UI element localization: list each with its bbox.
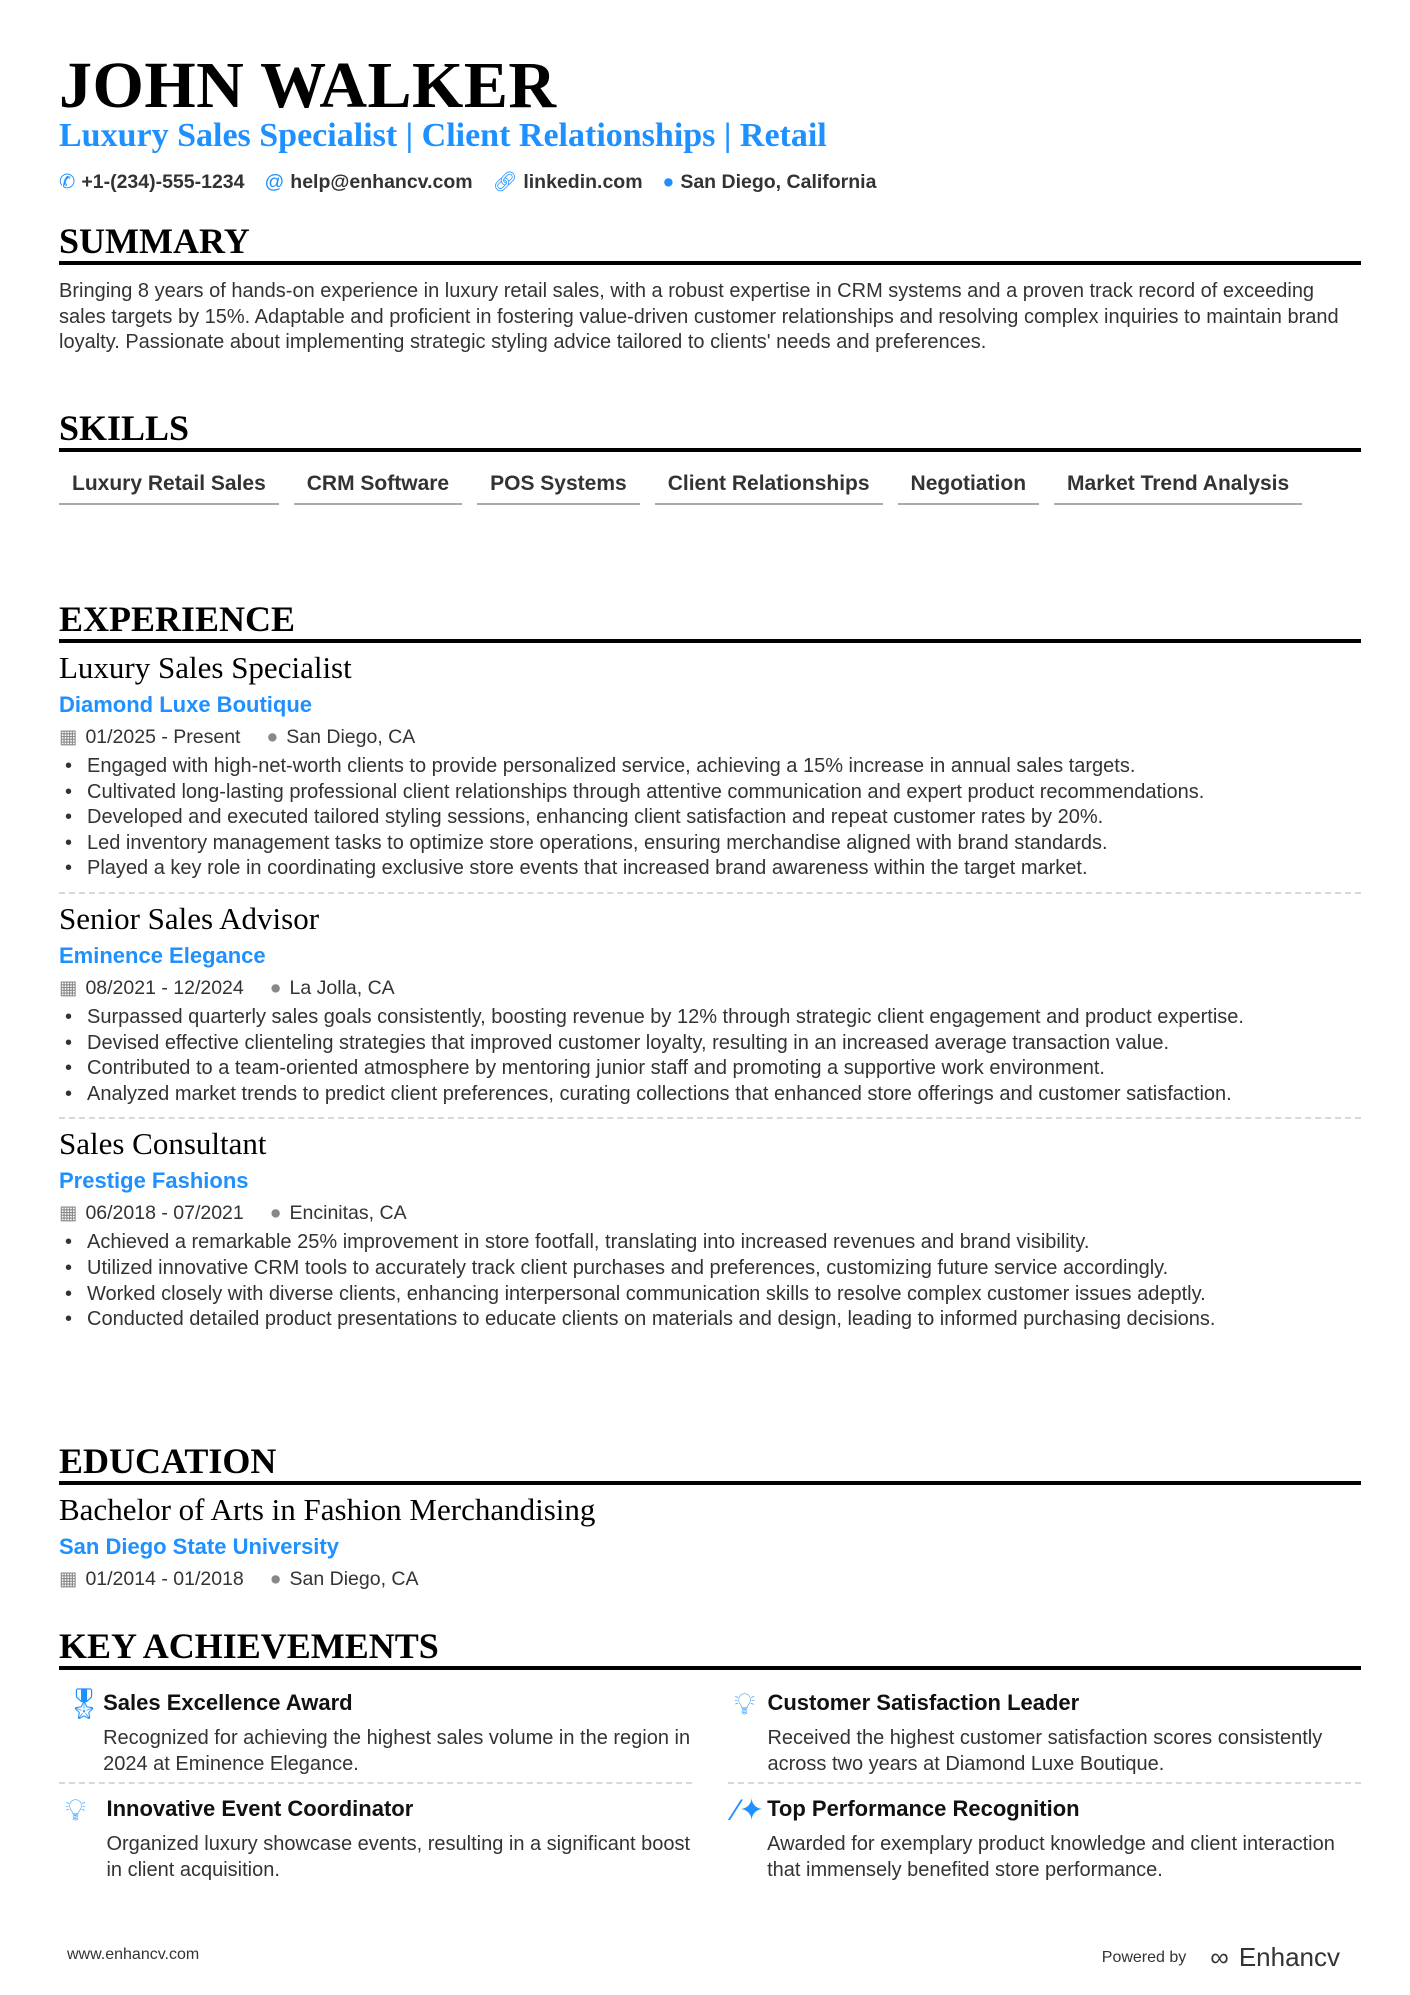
calendar-icon: ▦ bbox=[59, 976, 78, 999]
contact-email[interactable] bbox=[265, 170, 473, 194]
job-dates: 01/2025 - Present bbox=[85, 726, 241, 748]
achievement-title: Innovative Event Coordinator bbox=[106, 1796, 414, 1821]
lightbulb-icon: 💡︎ bbox=[65, 1794, 86, 1827]
experience-section bbox=[59, 599, 1361, 1333]
summary-section bbox=[59, 221, 1361, 356]
job-title: Senior Sales Advisor bbox=[59, 900, 320, 936]
job-entry bbox=[59, 1125, 1361, 1332]
candidate-title: Luxury Sales Specialist | Client Relationships | Retail bbox=[59, 117, 827, 154]
at-icon: @ bbox=[264, 171, 285, 193]
footer-website[interactable]: www.enhancv.com bbox=[67, 1946, 200, 1963]
calendar-icon: ▦ bbox=[59, 726, 78, 748]
bullet: • Developed and executed tailored styling sessions, enhancing client satisfaction and repeat customer rates by 20%. bbox=[59, 805, 1361, 831]
location-icon: ● bbox=[269, 1202, 282, 1225]
job-dates: 08/2021 - 12/2024 bbox=[85, 976, 244, 999]
skill-chip: CRM Software bbox=[294, 465, 462, 505]
section-heading: KEY ACHIEVEMENTS bbox=[59, 1626, 1361, 1670]
achievement-item bbox=[728, 1784, 1361, 1890]
linkedin-text: linkedin.com bbox=[523, 171, 643, 193]
bullet: • Surpassed quarterly sales goals consistently, boosting revenue by 12% through strategic client engagement and product expertise. bbox=[59, 1005, 1361, 1031]
achievements-section bbox=[59, 1626, 1361, 1890]
section-heading: SUMMARY bbox=[59, 221, 1361, 265]
location-text: San Diego, California bbox=[680, 171, 877, 193]
company-name: Diamond Luxe Boutique bbox=[59, 692, 312, 717]
skill-chip: Negotiation bbox=[898, 465, 1040, 505]
achievement-item bbox=[59, 1678, 692, 1784]
divider bbox=[59, 892, 1361, 894]
link-icon: 🔗︎ bbox=[492, 171, 518, 193]
location-icon: ● bbox=[269, 976, 282, 999]
job-entry bbox=[59, 900, 1361, 1119]
enhancv-logo[interactable] bbox=[1210, 1942, 1340, 1973]
email-text: help@enhancv.com bbox=[290, 171, 473, 193]
divider bbox=[59, 1117, 1361, 1119]
bullet: • Led inventory management tasks to optimize store operations, ensuring merchandise aligned with brand standards. bbox=[59, 831, 1361, 857]
section-heading: EXPERIENCE bbox=[59, 599, 1361, 643]
location-icon: ● bbox=[269, 1568, 282, 1590]
job-location: La Jolla, CA bbox=[289, 976, 395, 999]
enhancv-logo-icon: ∞ bbox=[1210, 1942, 1229, 1972]
bullet: • Contributed to a team-oriented atmosphere by mentoring junior staff and promoting a supportive work environment. bbox=[59, 1056, 1361, 1082]
company-name: Eminence Elegance bbox=[59, 942, 266, 968]
company-name: Prestige Fashions bbox=[59, 1168, 249, 1194]
contact-info bbox=[59, 170, 876, 194]
summary-text: Bringing 8 years of hands-on experience in luxury retail sales, with a robust expertise in CRM systems and a proven track record of exceeding sales targets by 15%. Adaptable and proficient in fostering value-driven customer relationships and resolving complex inquiries to maintain brand loyalty. Passionate about implementing strategic styling advice tailored to clients' needs and preferences. bbox=[59, 280, 1339, 354]
bullet: • Devised effective clienteling strategies that improved customer loyalty, resulting in an increased average transaction value. bbox=[59, 1031, 1361, 1057]
phone-text: +1-(234)-555-1234 bbox=[81, 171, 245, 193]
skill-chip: Luxury Retail Sales bbox=[59, 465, 279, 505]
bullet: • Analyzed market trends to predict client preferences, curating collections that enhanced store offerings and customer satisfaction. bbox=[59, 1082, 1361, 1108]
achievement-item bbox=[728, 1678, 1361, 1784]
education-section bbox=[59, 1441, 1361, 1592]
section-heading: SKILLS bbox=[59, 408, 1361, 452]
bullet: • Achieved a remarkable 25% improvement in store footfall, translating into increased revenues and brand visibility. bbox=[59, 1230, 1361, 1256]
job-location: Encinitas, CA bbox=[289, 1202, 407, 1225]
location-icon: ● bbox=[266, 726, 279, 748]
degree: Bachelor of Arts in Fashion Merchandising bbox=[59, 1492, 596, 1527]
achievement-title: Customer Satisfaction Leader bbox=[767, 1690, 1080, 1715]
skills-section bbox=[59, 408, 1361, 505]
achievement-title: Sales Excellence Award bbox=[103, 1690, 353, 1715]
location-icon: ● bbox=[662, 171, 675, 193]
lightbulb-icon: 💡︎ bbox=[734, 1688, 755, 1721]
bullet: • Conducted detailed product presentations to educate clients on materials and design, leading to informed purchasing decisions. bbox=[59, 1307, 1361, 1333]
bullet: • Cultivated long-lasting professional client relationships through attentive communication and expert product recommendations. bbox=[59, 780, 1361, 806]
achievement-text: Recognized for achieving the highest sales volume in the region in 2024 at Eminence Elegance. bbox=[103, 1727, 691, 1775]
achievement-item bbox=[59, 1784, 692, 1890]
candidate-name: JOHN WALKER bbox=[59, 49, 557, 122]
edu-dates: 01/2014 - 01/2018 bbox=[85, 1568, 244, 1590]
school-name: San Diego State University bbox=[59, 1534, 339, 1559]
bullet: • Played a key role in coordinating exclusive store events that increased brand awareness within the target market. bbox=[59, 856, 1361, 882]
skill-chip: POS Systems bbox=[477, 465, 640, 505]
calendar-icon: ▦ bbox=[59, 1202, 78, 1225]
section-heading: EDUCATION bbox=[59, 1441, 1361, 1485]
award-ribbon-icon: 🎖︎ bbox=[65, 1688, 104, 1721]
brand-name: Enhancv bbox=[1238, 1942, 1340, 1972]
achievement-text: Awarded for exemplary product knowledge and client interaction that immensely benefited store performance. bbox=[767, 1833, 1335, 1881]
achievement-text: Received the highest customer satisfaction scores consistently across two years at Diamond Luxe Boutique. bbox=[767, 1727, 1323, 1775]
skill-chip: Client Relationships bbox=[655, 465, 883, 505]
calendar-icon: ▦ bbox=[59, 1568, 78, 1590]
phone-icon: ✆ bbox=[59, 171, 76, 193]
job-location: San Diego, CA bbox=[286, 726, 416, 748]
powered-by-label: Powered by bbox=[1101, 1948, 1187, 1966]
edu-location: San Diego, CA bbox=[289, 1568, 419, 1590]
job-title: Luxury Sales Specialist bbox=[59, 650, 352, 685]
achievement-title: Top Performance Recognition bbox=[767, 1796, 1080, 1821]
job-title: Sales Consultant bbox=[59, 1126, 267, 1162]
contact-phone[interactable] bbox=[59, 170, 245, 194]
bullet: • Utilized innovative CRM tools to accurately track client purchases and preferences, customizing future service accordingly. bbox=[59, 1256, 1361, 1282]
job-entry bbox=[59, 649, 1361, 894]
achievement-text: Organized luxury showcase events, resulting in a significant boost in client acquisition. bbox=[106, 1833, 691, 1881]
bullet: • Worked closely with diverse clients, enhancing interpersonal communication skills to resolve complex customer issues adeptly. bbox=[59, 1282, 1361, 1308]
powered-by bbox=[1102, 1942, 1340, 1973]
bullet: • Engaged with high-net-worth clients to provide personalized service, achieving a 15% increase in annual sales targets. bbox=[59, 754, 1361, 780]
magic-wand-icon: ⁄✦ bbox=[734, 1794, 765, 1827]
contact-linkedin[interactable] bbox=[493, 170, 643, 194]
skill-chip: Market Trend Analysis bbox=[1054, 465, 1302, 505]
job-dates: 06/2018 - 07/2021 bbox=[85, 1202, 244, 1225]
contact-location bbox=[663, 170, 877, 194]
